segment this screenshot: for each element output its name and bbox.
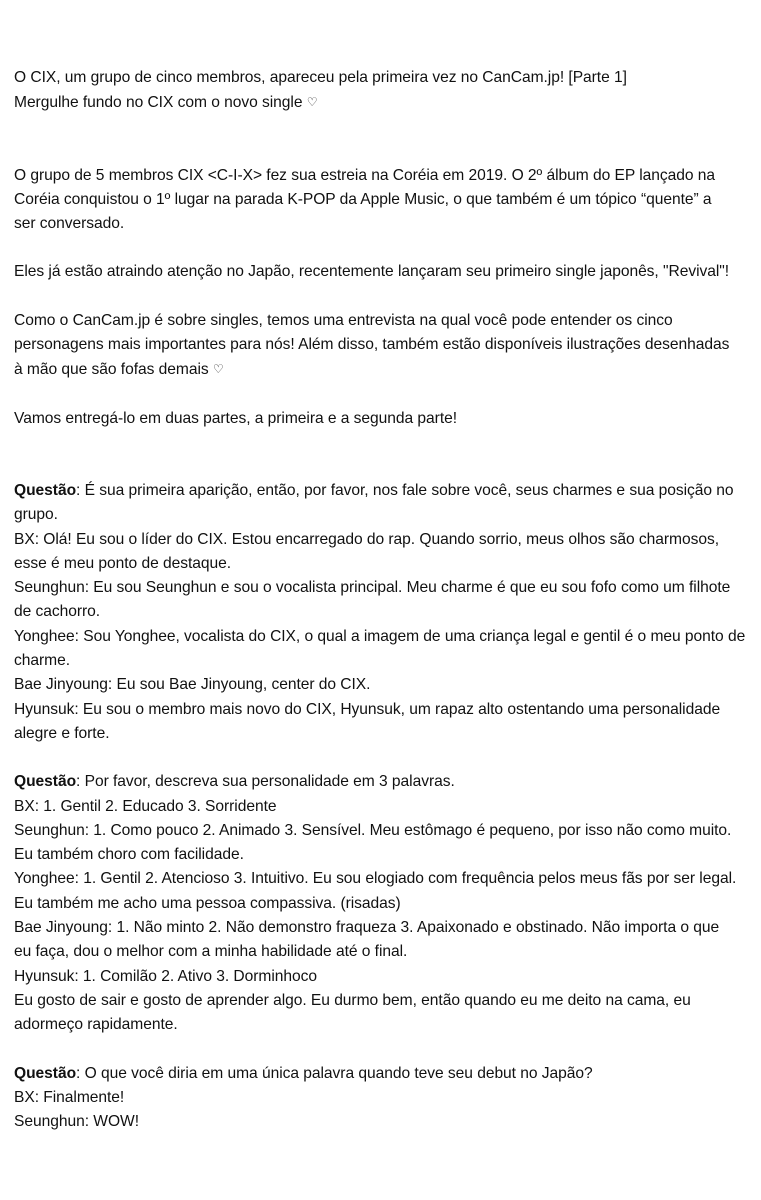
text-line: Vamos entregá-lo em duas partes, a primeira e a segunda parte! — [14, 409, 458, 427]
text-line: personagens mais importantes para nós! Além disso, também estão disponíveis ilustrações desenhadas — [14, 336, 730, 354]
heart-icon: ♡ — [212, 362, 224, 377]
article — [14, 66, 759, 1134]
answer-line: Yonghee: 1. Gentil 2. Atencioso 3. Intuitivo. Eu sou elogiado com frequência pelos meus fãs por ser legal. — [14, 870, 737, 888]
text-line: O grupo de 5 membros CIX <C-I-X> fez sua estreia na Coréia em 2019. O 2º álbum do EP lançado na — [14, 166, 716, 184]
answer-line: Yonghee: Sou Yonghee, vocalista do CIX, o qual a imagem de uma criança legal e gentil é o meu ponto de — [14, 627, 746, 645]
answer-line: BX: Olá! Eu sou o líder do CIX. Estou encarregado do rap. Quando sorrio, meus olhos são charmosos, — [14, 530, 719, 548]
question-text: : É sua primeira aparição, então, por favor, nos fale sobre você, seus charmes e sua posição no — [76, 481, 734, 499]
question-line — [14, 770, 759, 794]
intro-subtitle-text: Mergulhe fundo no CIX com o novo single — [14, 94, 303, 112]
text-line: Como o CanCam.jp é sobre singles, temos uma entrevista na qual você pode entender os cinco — [14, 311, 673, 329]
answer-line: grupo. — [14, 506, 58, 524]
text-fragment: à mão que são fofas demais — [14, 361, 209, 379]
question-text: : Por favor, descreva sua personalidade em 3 palavras. — [76, 773, 455, 791]
question-line — [14, 479, 759, 503]
answer-line: eu faça, dou o melhor com a minha habilidade até o final. — [14, 943, 408, 961]
text-line: ser conversado. — [14, 215, 125, 233]
answer-line: Hyunsuk: 1. Comilão 2. Ativo 3. Dorminhoco — [14, 967, 317, 985]
intro-paragraph-1 — [14, 164, 759, 237]
answer-line: Hyunsuk: Eu sou o membro mais novo do CIX, Hyunsuk, um rapaz alto ostentando uma personalidade — [14, 700, 721, 718]
question-label: Questão — [14, 481, 77, 499]
answer-line: charme. — [14, 652, 70, 670]
answer-line: Eu também choro com facilidade. — [14, 846, 244, 864]
answer-line: Seunghun: Eu sou Seunghun e sou o vocalista principal. Meu charme é que eu sou fofo como um filhote — [14, 579, 731, 597]
intro-subtitle-line — [14, 90, 759, 115]
intro-paragraph-3 — [14, 309, 759, 383]
question-label: Questão — [14, 773, 77, 791]
question-text: : O que você diria em uma única palavra quando teve seu debut no Japão? — [76, 1064, 593, 1082]
heart-icon: ♡ — [306, 95, 318, 110]
answer-line: Bae Jinyoung: Eu sou Bae Jinyoung, center do CIX. — [14, 676, 371, 694]
answer-line: de cachorro. — [14, 603, 101, 621]
answer-line: Seunghun: WOW! — [14, 1113, 139, 1131]
answer-line: Seunghun: 1. Como pouco 2. Animado 3. Sensível. Meu estômago é pequeno, por isso não como muito. — [14, 821, 732, 839]
answer-line: adormeço rapidamente. — [14, 1016, 178, 1034]
answer-line: esse é meu ponto de destaque. — [14, 554, 232, 572]
question-block-1 — [14, 479, 759, 746]
question-block-2 — [14, 770, 759, 1037]
answer-line: Bae Jinyoung: 1. Não minto 2. Não demonstro fraqueza 3. Apaixonado e obstinado. Não importa o que — [14, 919, 720, 937]
question-line — [14, 1062, 759, 1086]
text-line — [14, 357, 759, 382]
answer-line: Eu também me acho uma pessoa compassiva. (risadas) — [14, 894, 401, 912]
intro-paragraph-4 — [14, 407, 759, 431]
answer-line: BX: Finalmente! — [14, 1088, 125, 1106]
question-block-3 — [14, 1062, 759, 1135]
text-line: Eles já estão atraindo atenção no Japão, recentemente lançaram seu primeiro single japonês, "Revival"! — [14, 263, 730, 281]
text-line: Coréia conquistou o 1º lugar na parada K-POP da Apple Music, o que também é um tópico “quente” a — [14, 190, 712, 208]
answer-line: BX: 1. Gentil 2. Educado 3. Sorridente — [14, 797, 277, 815]
question-label: Questão — [14, 1064, 77, 1082]
answer-line: alegre e forte. — [14, 724, 110, 742]
answer-line: Eu gosto de sair e gosto de aprender algo. Eu durmo bem, então quando eu me deito na cama, eu — [14, 991, 691, 1009]
intro-heading — [14, 66, 759, 116]
intro-paragraph-2 — [14, 260, 759, 284]
intro-title-line: O CIX, um grupo de cinco membros, apareceu pela primeira vez no CanCam.jp! [Parte 1] — [14, 69, 627, 86]
